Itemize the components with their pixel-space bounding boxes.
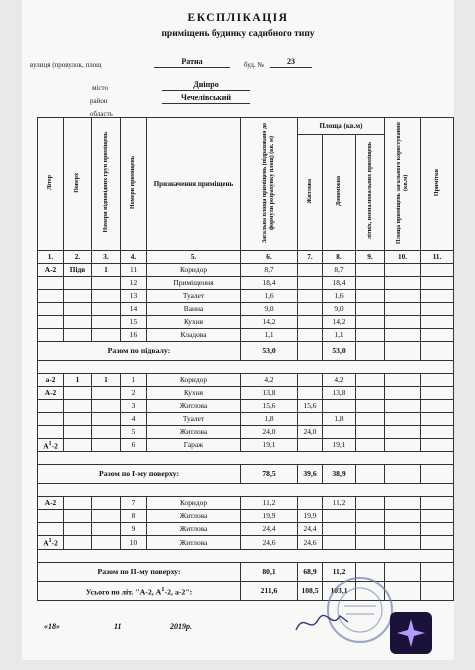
floor-cell	[64, 523, 92, 536]
liter-cell	[38, 316, 64, 329]
column-number-cell: 10.	[385, 251, 421, 264]
room-number-cell: 1	[121, 374, 147, 387]
explication-table	[37, 117, 454, 601]
column-number-cell: 6.	[241, 251, 298, 264]
purpose-cell: Житлова	[147, 510, 241, 523]
subtotal-label: Разом по підвалу:	[38, 342, 241, 361]
auxiliary-area-cell: 14,2	[323, 316, 356, 329]
living-area-cell	[298, 497, 323, 510]
auxiliary-area-sum: 11,2	[323, 562, 356, 581]
room-number-cell: 14	[121, 303, 147, 316]
group-cell	[92, 387, 121, 400]
district-value: Чечелівський	[162, 92, 250, 104]
table-row	[38, 264, 454, 277]
total-area-cell: 24,0	[241, 426, 298, 439]
notes-cell	[421, 316, 454, 329]
summer-area-sum	[356, 342, 385, 361]
purpose-cell: Житлова	[147, 523, 241, 536]
notes-cell	[421, 277, 454, 290]
summer-area-cell	[356, 426, 385, 439]
header-notes: Примітки	[421, 118, 454, 251]
column-number-cell: 9.	[356, 251, 385, 264]
grand-total-label	[38, 581, 241, 600]
table-row	[38, 439, 454, 452]
floor-cell: Підв	[64, 264, 92, 277]
table-row	[38, 303, 454, 316]
living-area-sum: 68,9	[298, 562, 323, 581]
subtotal-row	[38, 342, 454, 361]
column-number-cell: 7.	[298, 251, 323, 264]
subtotal-row	[38, 465, 454, 484]
notes-cell	[421, 400, 454, 413]
common-area-cell	[385, 510, 421, 523]
building-number-label: буд. №	[244, 61, 265, 69]
notes-cell	[421, 497, 454, 510]
floor-cell	[64, 329, 92, 342]
common-area-cell	[385, 413, 421, 426]
notes-cell	[421, 264, 454, 277]
notes-cell	[421, 329, 454, 342]
auxiliary-area-sum: 38,9	[323, 465, 356, 484]
room-number-cell: 9	[121, 523, 147, 536]
summer-area-cell	[356, 329, 385, 342]
purpose-cell: Кладова	[147, 329, 241, 342]
purpose-cell: Приміщення	[147, 277, 241, 290]
common-area-cell	[385, 426, 421, 439]
common-area-cell	[385, 523, 421, 536]
auxiliary-area-cell	[323, 523, 356, 536]
header-room-number: Номери приміщень	[121, 118, 147, 251]
total-area-cell: 15,6	[241, 400, 298, 413]
header-floor: Поверх	[64, 118, 92, 251]
column-number-cell: 3.	[92, 251, 121, 264]
liter-suffix: -2	[51, 441, 58, 451]
region-label: область	[90, 110, 113, 118]
table-row	[38, 374, 454, 387]
purpose-cell: Кухня	[147, 316, 241, 329]
common-area-cell	[385, 329, 421, 342]
document-subtitle: приміщень будинку садибного типу	[161, 29, 315, 39]
common-area-cell	[385, 264, 421, 277]
room-number-cell: 10	[121, 536, 147, 549]
summer-area-cell	[356, 303, 385, 316]
common-area-cell	[385, 316, 421, 329]
table-row	[38, 426, 454, 439]
room-number-cell: 3	[121, 400, 147, 413]
living-area-cell	[298, 387, 323, 400]
header-liter: Літер	[38, 118, 64, 251]
total-area-cell: 8,7	[241, 264, 298, 277]
spacer-cell	[38, 484, 454, 497]
summer-area-cell	[356, 536, 385, 549]
room-number-cell: 12	[121, 277, 147, 290]
header-area-group: Площа (кв.м)	[298, 118, 385, 135]
living-area-cell	[298, 290, 323, 303]
purpose-cell: Туалет	[147, 290, 241, 303]
handwritten-signature-icon	[292, 608, 352, 638]
liter-cell	[38, 536, 64, 549]
notes-cell	[421, 290, 454, 303]
living-area-cell: 24,6	[298, 536, 323, 549]
notes-cell	[421, 387, 454, 400]
living-area-cell: 19,9	[298, 510, 323, 523]
summer-area-cell	[356, 264, 385, 277]
liter-cell	[38, 510, 64, 523]
document-page	[22, 0, 454, 660]
common-area-sum	[385, 342, 421, 361]
group-cell	[92, 303, 121, 316]
room-number-cell: 2	[121, 387, 147, 400]
header-living: Житлова	[298, 135, 323, 251]
group-cell	[92, 277, 121, 290]
summer-area-cell	[356, 316, 385, 329]
total-area-cell: 24,4	[241, 523, 298, 536]
city-label: місто	[92, 84, 108, 92]
auxiliary-area-cell	[323, 426, 356, 439]
table-row	[38, 316, 454, 329]
summer-area-cell	[356, 277, 385, 290]
summer-area-cell	[356, 439, 385, 452]
total-area-cell: 13,8	[241, 387, 298, 400]
liter-superscript: 1	[48, 538, 52, 545]
total-area-cell: 1,8	[241, 413, 298, 426]
summer-area-cell	[356, 290, 385, 303]
header-summer: літніх, неопалювальних приміщень	[356, 135, 385, 251]
room-number-cell: 15	[121, 316, 147, 329]
street-value: Ратна	[154, 56, 230, 68]
grand-total-label-suffix: -2, а-2":	[164, 587, 193, 597]
table-row	[38, 400, 454, 413]
group-cell: 1	[92, 374, 121, 387]
auxiliary-area-cell	[323, 510, 356, 523]
spacer-cell	[38, 452, 454, 465]
date-day: «18»	[44, 622, 60, 631]
total-area-cell: 19,1	[241, 439, 298, 452]
group-cell	[92, 413, 121, 426]
liter-cell	[38, 290, 64, 303]
floor-cell	[64, 290, 92, 303]
room-number-cell: 16	[121, 329, 147, 342]
city-value: Дніпро	[162, 79, 250, 91]
summer-area-cell	[356, 387, 385, 400]
living-area-cell: 24,0	[298, 426, 323, 439]
floor-cell: 1	[64, 374, 92, 387]
room-number-cell: 11	[121, 264, 147, 277]
purpose-cell: Житлова	[147, 426, 241, 439]
room-number-cell: 5	[121, 426, 147, 439]
living-area-cell	[298, 316, 323, 329]
total-area-cell: 4,2	[241, 374, 298, 387]
purpose-cell: Коридор	[147, 264, 241, 277]
document-title: ЕКСПЛІКАЦІЯ	[187, 12, 289, 24]
table-row	[38, 290, 454, 303]
total-area-cell: 18,4	[241, 277, 298, 290]
auxiliary-area-sum: 53,0	[323, 342, 356, 361]
notes-cell	[421, 510, 454, 523]
summer-area-cell	[356, 510, 385, 523]
common-area-cell	[385, 400, 421, 413]
spacer-row	[38, 484, 454, 497]
common-area-cell	[385, 303, 421, 316]
living-area-sum: 108,5	[298, 581, 323, 600]
purpose-cell: Кухня	[147, 387, 241, 400]
living-area-cell	[298, 329, 323, 342]
liter-cell	[38, 523, 64, 536]
notes-sum	[421, 581, 454, 600]
notes-cell	[421, 536, 454, 549]
auxiliary-area-cell: 4,2	[323, 374, 356, 387]
liter-cell: а-2	[38, 374, 64, 387]
subtotal-label: Разом по І-му поверху:	[38, 465, 241, 484]
auxiliary-area-sum: 103,1	[323, 581, 356, 600]
street-label: вулиця (провулок, площ	[30, 61, 102, 69]
floor-cell	[64, 536, 92, 549]
liter-superscript: 1	[48, 441, 52, 447]
purpose-cell: Житлова	[147, 536, 241, 549]
table-row	[38, 536, 454, 549]
purpose-cell: Гараж	[147, 439, 241, 452]
header-group: Номери відповідних груп приміщень	[92, 118, 121, 251]
living-area-sum	[298, 342, 323, 361]
purpose-cell: Коридор	[147, 374, 241, 387]
total-area-cell: 11,2	[241, 497, 298, 510]
common-area-cell	[385, 290, 421, 303]
notes-cell	[421, 439, 454, 452]
sparkle-logo-icon	[390, 612, 432, 654]
purpose-cell: Житлова	[147, 400, 241, 413]
auxiliary-area-cell	[323, 536, 356, 549]
group-cell: 1	[92, 264, 121, 277]
living-area-cell	[298, 277, 323, 290]
spacer-row	[38, 452, 454, 465]
floor-cell	[64, 277, 92, 290]
group-cell	[92, 426, 121, 439]
liter-text: А	[43, 538, 49, 548]
common-area-cell	[385, 536, 421, 549]
liter-cell: А-2	[38, 264, 64, 277]
header-auxiliary: Допоміжна	[323, 135, 356, 251]
total-area-cell: 24,6	[241, 536, 298, 549]
liter-cell	[38, 426, 64, 439]
summer-area-cell	[356, 413, 385, 426]
living-area-cell: 15,6	[298, 400, 323, 413]
common-area-cell	[385, 277, 421, 290]
common-area-sum	[385, 465, 421, 484]
summer-area-cell	[356, 497, 385, 510]
liter-text: А	[43, 441, 49, 451]
header-total-area: Загальна площа приміщень (підраховано до формули розрахунку площ) (кв. м)	[241, 118, 298, 251]
liter-cell: А-2	[38, 497, 64, 510]
notes-cell	[421, 413, 454, 426]
table-row	[38, 413, 454, 426]
table-row	[38, 387, 454, 400]
room-number-cell: 4	[121, 413, 147, 426]
summer-area-cell	[356, 523, 385, 536]
group-cell	[92, 510, 121, 523]
auxiliary-area-cell: 9,0	[323, 303, 356, 316]
notes-cell	[421, 426, 454, 439]
total-area-cell: 1,1	[241, 329, 298, 342]
liter-cell	[38, 329, 64, 342]
auxiliary-area-cell: 13,8	[323, 387, 356, 400]
column-numbers-row	[38, 251, 454, 264]
purpose-cell: Ванна	[147, 303, 241, 316]
living-area-cell	[298, 374, 323, 387]
group-cell	[92, 536, 121, 549]
common-area-cell	[385, 497, 421, 510]
spacer-cell	[38, 549, 454, 562]
auxiliary-area-cell: 19,1	[323, 439, 356, 452]
table-row	[38, 277, 454, 290]
group-cell	[92, 290, 121, 303]
building-number-value: 23	[270, 56, 312, 68]
auxiliary-area-cell: 1,1	[323, 329, 356, 342]
column-number-cell: 4.	[121, 251, 147, 264]
total-area-sum: 211,6	[241, 581, 298, 600]
group-cell	[92, 439, 121, 452]
group-cell	[92, 316, 121, 329]
group-cell	[92, 329, 121, 342]
liter-suffix: -2	[51, 538, 58, 548]
common-area-cell	[385, 374, 421, 387]
notes-cell	[421, 523, 454, 536]
floor-cell	[64, 303, 92, 316]
auxiliary-area-cell: 8,7	[323, 264, 356, 277]
group-cell	[92, 523, 121, 536]
liter-cell	[38, 400, 64, 413]
floor-cell	[64, 400, 92, 413]
subtotal-label: Разом по ІІ-му поверху:	[38, 562, 241, 581]
notes-cell	[421, 303, 454, 316]
floor-cell	[64, 316, 92, 329]
common-area-cell	[385, 387, 421, 400]
room-number-cell: 8	[121, 510, 147, 523]
purpose-cell: Туалет	[147, 413, 241, 426]
liter-cell	[38, 303, 64, 316]
total-area-cell: 19,9	[241, 510, 298, 523]
date-month: 11	[114, 622, 122, 631]
group-cell	[92, 400, 121, 413]
floor-cell	[64, 426, 92, 439]
total-area-cell: 14,2	[241, 316, 298, 329]
auxiliary-area-cell	[323, 400, 356, 413]
spacer-cell	[38, 361, 454, 374]
living-area-cell	[298, 439, 323, 452]
column-number-cell: 8.	[323, 251, 356, 264]
living-area-cell	[298, 303, 323, 316]
header-purpose: Призначення приміщень	[147, 118, 241, 251]
floor-cell	[64, 413, 92, 426]
total-area-sum: 53,0	[241, 342, 298, 361]
table-row	[38, 523, 454, 536]
table-row	[38, 329, 454, 342]
header-common-area: Площа приміщень загального користування (кв.м)	[385, 118, 421, 251]
room-number-cell: 13	[121, 290, 147, 303]
spacer-row	[38, 361, 454, 374]
column-number-cell: 5.	[147, 251, 241, 264]
floor-cell	[64, 497, 92, 510]
liter-cell: А-2	[38, 387, 64, 400]
notes-sum	[421, 562, 454, 581]
total-area-sum: 80,1	[241, 562, 298, 581]
spacer-row	[38, 549, 454, 562]
total-area-cell: 1,6	[241, 290, 298, 303]
liter-cell	[38, 439, 64, 452]
living-area-sum: 39,6	[298, 465, 323, 484]
grand-total-label-superscript: 1	[161, 585, 165, 593]
summer-area-sum	[356, 465, 385, 484]
notes-sum	[421, 465, 454, 484]
summer-area-cell	[356, 400, 385, 413]
group-cell	[92, 497, 121, 510]
notes-cell	[421, 374, 454, 387]
auxiliary-area-cell: 18,4	[323, 277, 356, 290]
notes-sum	[421, 342, 454, 361]
total-area-sum: 78,5	[241, 465, 298, 484]
living-area-cell	[298, 413, 323, 426]
purpose-cell: Коридор	[147, 497, 241, 510]
column-number-cell: 11.	[421, 251, 454, 264]
living-area-cell: 24,4	[298, 523, 323, 536]
date-year: 2019р.	[170, 622, 192, 631]
room-number-cell: 6	[121, 439, 147, 452]
auxiliary-area-cell: 11,2	[323, 497, 356, 510]
table-row	[38, 497, 454, 510]
total-area-cell: 9,0	[241, 303, 298, 316]
auxiliary-area-cell: 1,6	[323, 290, 356, 303]
table-row	[38, 510, 454, 523]
floor-cell	[64, 439, 92, 452]
district-label: район	[90, 97, 108, 105]
column-number-cell: 2.	[64, 251, 92, 264]
liter-cell	[38, 277, 64, 290]
room-number-cell: 7	[121, 497, 147, 510]
auxiliary-area-cell: 1,8	[323, 413, 356, 426]
liter-cell	[38, 413, 64, 426]
common-area-cell	[385, 439, 421, 452]
column-number-cell: 1.	[38, 251, 64, 264]
floor-cell	[64, 510, 92, 523]
grand-total-label-text: Усього по літ. "А-2, А	[85, 587, 162, 597]
summer-area-cell	[356, 374, 385, 387]
living-area-cell	[298, 264, 323, 277]
floor-cell	[64, 387, 92, 400]
